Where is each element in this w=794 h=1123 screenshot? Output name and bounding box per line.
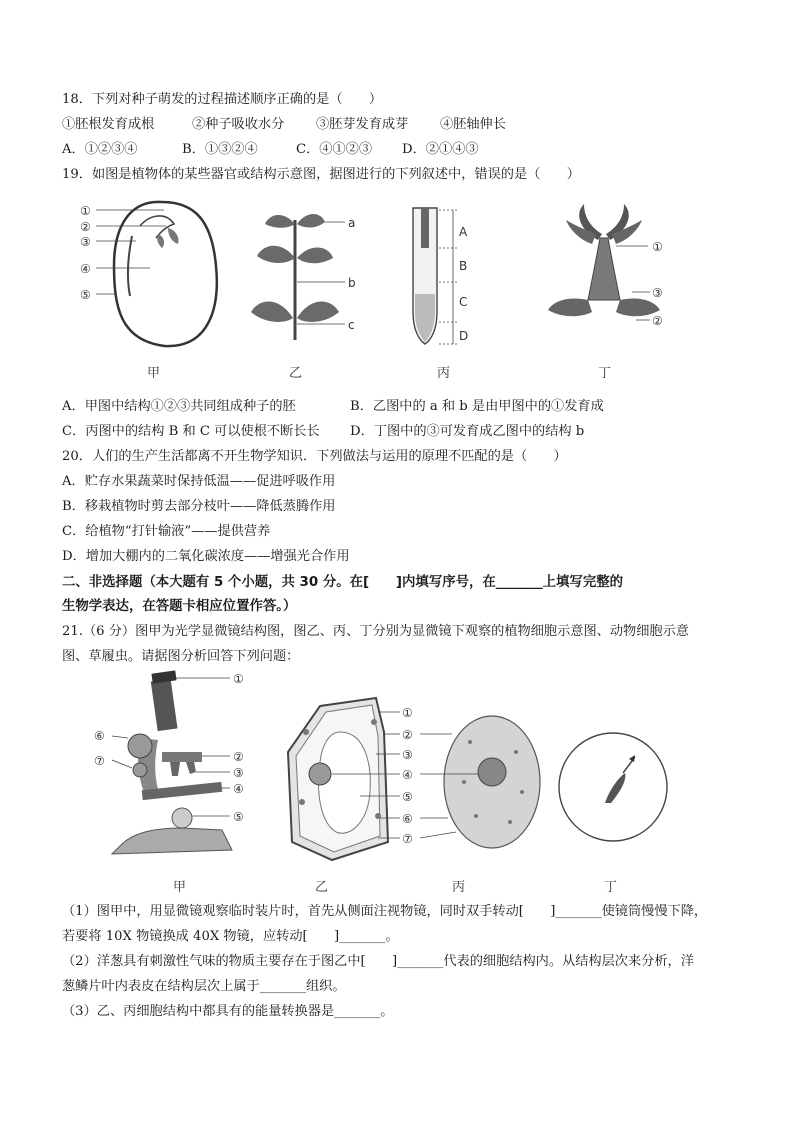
q18-option-c: C．④①②③ (296, 142, 373, 157)
microscope-label-1: ① (233, 672, 244, 686)
seed-label-5: ⑤ (80, 288, 91, 302)
q19-option-c: C．丙图中的结构 B 和 C 可以使根不断长长 (62, 424, 320, 439)
microscope-label-5: ⑤ (233, 810, 244, 824)
seed-figure (70, 196, 230, 356)
root-label-b: B (459, 259, 468, 273)
caption-yi: 乙 (289, 366, 303, 381)
q18-option-d: D．②①④③ (402, 142, 479, 157)
seed-label-4: ④ (80, 262, 91, 276)
cell-label-6: ⑥ (402, 812, 413, 826)
q19-option-d: D．丁图中的③可发育成乙图中的结构 b (350, 424, 585, 439)
q20-option-b: B．移栽植物时剪去部分枝叶——降低蒸腾作用 (62, 499, 336, 514)
caption-microscope: 甲 (173, 880, 187, 895)
microscope-label-4: ④ (233, 782, 244, 796)
q18-option-a: A．①②③④ (62, 142, 138, 157)
root-label-a: A (459, 225, 468, 239)
q19-option-a: A．甲图中结构①②③共同组成种子的胚 (62, 399, 296, 414)
section-two-instructions: 生物学表达，在答题卡相应位置作答。） (62, 599, 297, 614)
q21-stem: 21.（6 分）图甲为光学显微镜结构图，图乙、丙、丁分别为显微镜下观察的植物细胞示意图、动物细胞示意 (62, 624, 689, 639)
microscope-label-7: ⑦ (94, 754, 105, 768)
seed-label-3: ③ (80, 235, 91, 249)
seedling-label-a: a (348, 216, 356, 230)
q20-stem: 20．人们的生产生活都离不开生物学知识．下列做法与运用的原理不匹配的是（ ） (62, 449, 567, 464)
q18-item: ②种子吸收水分 (192, 117, 285, 132)
cell-label-4: ④ (402, 768, 413, 782)
bud-label-3: ③ (652, 286, 663, 300)
seedling-label-c: c (348, 318, 355, 332)
bud-figure (540, 200, 680, 340)
q19-stem: 19．如图是植物体的某些器官或结构示意图，据图进行的下列叙述中，错误的是（ ） (62, 167, 580, 182)
q21-part3: （3）乙、丙细胞结构中都具有的能量转换器是_______。 (62, 1004, 394, 1019)
bud-label-2: ② (652, 314, 663, 328)
q18-item: ①胚根发育成根 (62, 117, 155, 132)
caption-jia: 甲 (147, 366, 161, 381)
caption-ding: 丁 (598, 366, 612, 381)
root-tip-figure (395, 204, 495, 348)
q18-item: ④胚轴伸长 (440, 117, 506, 132)
q19-option-b: B．乙图中的 a 和 b 是由甲图中的①发育成 (350, 399, 604, 414)
seed-label-2: ② (80, 220, 91, 234)
q18-stem: 18．下列对种子萌发的过程描述顺序正确的是（ ） (62, 92, 383, 107)
caption-plant-cell: 乙 (315, 880, 329, 895)
cell-label-5: ⑤ (402, 790, 413, 804)
bud-label-1: ① (652, 240, 663, 254)
root-label-d: D (459, 329, 469, 343)
seedling-figure (245, 200, 375, 350)
q21-part2-line2: 葱鳞片叶内表皮在结构层次上属于_______组织。 (62, 979, 346, 994)
cell-label-1: ① (402, 706, 413, 720)
q21-stem-continued: 图、草履虫。请据图分析回答下列问题： (62, 649, 300, 664)
caption-paramecium: 丁 (604, 880, 618, 895)
q20-option-c: C．给植物“打针输液”——提供营养 (62, 524, 271, 539)
caption-animal-cell: 丙 (452, 880, 466, 895)
seed-label-1: ① (80, 204, 91, 218)
q21-part2-line1: （2）洋葱具有刺激性气味的物质主要存在于图乙中[ ]_______代表的细胞结构内。从结构层次来分析，洋 (62, 954, 694, 969)
cell-label-2: ② (402, 728, 413, 742)
microscope-label-3: ③ (233, 766, 244, 780)
q21-part1-line1: （1）图甲中，用显微镜观察临时装片时，首先从侧面注视物镜，同时双手转动[ ]_______使镜筒慢慢下降， (62, 904, 708, 919)
q18-item: ③胚芽发育成芽 (316, 117, 409, 132)
cell-label-3: ③ (402, 748, 413, 762)
q20-option-d: D．增加大棚内的二氧化碳浓度——增强光合作用 (62, 549, 350, 564)
q21-part1-line2: 若要将 10X 物镜换成 40X 物镜，应转动[ ]_______。 (62, 929, 399, 944)
microscope-figure (82, 668, 262, 868)
cell-label-7: ⑦ (402, 832, 413, 846)
q20-option-a: A．贮存水果蔬菜时保持低温——促进呼吸作用 (62, 474, 336, 489)
seedling-label-b: b (348, 276, 356, 290)
q18-option-b: B．①③②④ (182, 142, 258, 157)
microscope-label-6: ⑥ (94, 729, 105, 743)
paramecium-figure (555, 715, 675, 865)
microscope-label-2: ② (233, 750, 244, 764)
root-label-c: C (459, 295, 468, 309)
cells-figure (280, 692, 550, 868)
caption-bing: 丙 (437, 366, 451, 381)
section-two-heading: 二、非选择题（本大题有 5 个小题，共 30 分。在[ ]内填写序号，在_______上填写完整的 (62, 575, 623, 590)
